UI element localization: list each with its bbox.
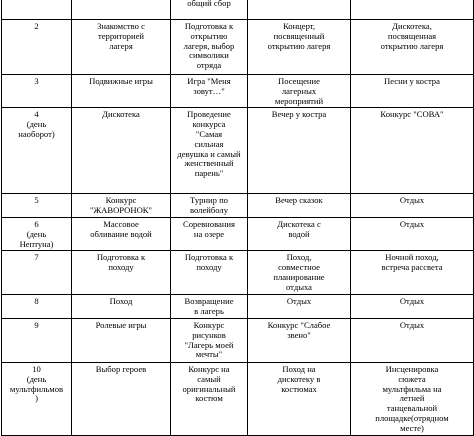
- table-cell: [248, 75, 351, 108]
- cell-text: 4 (день наоборот): [18, 109, 55, 139]
- cell-text: 5: [34, 195, 39, 206]
- cell-text: Ночной поход, встреча рассвета: [381, 252, 443, 273]
- cell-text: Отдых: [286, 296, 312, 307]
- cell-text: Отдых: [399, 218, 425, 229]
- table-cell: [72, 362, 171, 435]
- table-cell: [171, 194, 248, 218]
- table-cell: [2, 75, 72, 108]
- cell-text: Вечер сказок: [275, 195, 323, 206]
- cell-text: 8: [34, 296, 39, 307]
- table-cell: [351, 295, 474, 319]
- table-cell: [72, 194, 171, 218]
- table-cell: [248, 194, 351, 218]
- table-cell: [2, 251, 72, 295]
- cell-text: Массовое обливание водой: [90, 218, 152, 239]
- cell-text: Игра "Меня зовут…": [187, 76, 231, 96]
- table-cell: [72, 75, 171, 108]
- table-row: [2, 194, 474, 218]
- table-cell: [351, 217, 474, 250]
- table-cell: [171, 251, 248, 295]
- table-cell: [351, 194, 474, 218]
- table-cell: [248, 251, 351, 295]
- table-row: [2, 295, 474, 319]
- cell-text: Проведение конкурса "Самая сильная девушка и самый женственный парень": [177, 109, 241, 179]
- table-cell: [351, 20, 474, 75]
- table-row: [2, 362, 474, 435]
- table-cell: [2, 20, 72, 75]
- schedule-table: [1, 0, 474, 436]
- table-cell: [351, 318, 474, 362]
- table-row: [2, 318, 474, 362]
- table-row: [2, 251, 474, 295]
- table-cell: [72, 295, 171, 319]
- cell-text: Конкурс "Слабое звено": [267, 319, 331, 340]
- cell-text: 9: [34, 319, 39, 330]
- cell-text: Возвращение в лагерь: [184, 296, 234, 317]
- table-row: [2, 20, 474, 75]
- cell-text: 2: [34, 21, 39, 31]
- cell-text: Поход на дискотеку в костюмах: [277, 363, 321, 394]
- table-cell: [171, 295, 248, 319]
- table-cell: [351, 362, 474, 435]
- cell-text: Дискотека: [102, 109, 140, 120]
- table-cell: [351, 0, 474, 20]
- table-cell: [171, 75, 248, 108]
- table-cell: [72, 318, 171, 362]
- table-cell: [351, 75, 474, 108]
- table-cell: [2, 0, 72, 20]
- cell-text: Дискотека, посвященная открытию лагеря: [380, 21, 444, 51]
- cell-text: Поход: [109, 296, 133, 307]
- table-cell: [351, 108, 474, 194]
- cell-text: 6 (день Нептуна): [19, 218, 54, 249]
- cell-text: Отдых: [399, 296, 425, 307]
- table-cell: [72, 251, 171, 295]
- cell-text: Поход, совместное планирование отдыха: [273, 252, 325, 292]
- table-cell: [72, 0, 171, 20]
- cell-text: Концерт, посвященный открытию лагеря: [267, 21, 331, 51]
- cell-text: Отдых: [399, 195, 425, 206]
- table-cell: [248, 362, 351, 435]
- table-cell: [248, 295, 351, 319]
- table-cell: [2, 108, 72, 194]
- schedule-body: [2, 0, 474, 435]
- table-cell: [171, 318, 248, 362]
- table-cell: [72, 108, 171, 194]
- cell-text: Инсценировка сюжета мультфильма на летней танцевальной площадке(отрядном месте): [375, 363, 449, 433]
- table-cell: [2, 362, 72, 435]
- table-row: [2, 217, 474, 250]
- table-cell: [171, 362, 248, 435]
- cell-text: 10 (день мультфильмов ): [9, 363, 64, 404]
- table-row: [2, 75, 474, 108]
- cell-text: Конкурс на самый оригинальный костюм: [182, 363, 236, 404]
- table-cell: [72, 20, 171, 75]
- cell-text: Конкурс "СОВА": [380, 109, 444, 120]
- cell-text: Дискотека с водой: [277, 218, 321, 239]
- table-row: [2, 0, 474, 20]
- table-cell: [248, 0, 351, 20]
- cell-text: Подготовка к походу: [184, 252, 234, 273]
- cell-text: Выбор героев: [95, 363, 147, 374]
- cell-text: Ролевые игры: [95, 319, 147, 330]
- table-cell: [171, 0, 248, 20]
- cell-text: Конкурс "ЖАВОРОНОК": [89, 195, 153, 216]
- cell-text: Турнир по волейболу: [189, 195, 229, 216]
- table-cell: [2, 194, 72, 218]
- cell-text: Отдых: [399, 319, 425, 330]
- table-cell: [171, 217, 248, 250]
- cell-text: Подготовка к походу: [96, 252, 146, 273]
- table-cell: [248, 318, 351, 362]
- table-cell: [72, 217, 171, 250]
- cell-text: Конкурс рисунков "Лагерь моей мечты": [184, 319, 234, 360]
- table-cell: [248, 217, 351, 250]
- cell-text: Соревнования на озере: [182, 218, 235, 239]
- table-cell: [2, 217, 72, 250]
- cell-text: Вечер у костра: [271, 109, 327, 120]
- table-row: [2, 108, 474, 194]
- table-cell: [2, 318, 72, 362]
- table-cell: [171, 20, 248, 75]
- table-cell: [351, 251, 474, 295]
- cell-text: Песни у костра: [384, 76, 440, 86]
- cell-text: Знакомство с территорией лагеря: [97, 21, 145, 51]
- table-cell: [248, 108, 351, 194]
- cell-text: Подвижные игры: [89, 76, 153, 86]
- cell-text: 3: [34, 76, 39, 86]
- table-cell: [248, 20, 351, 75]
- cell-text: общий сбор: [187, 0, 231, 8]
- cell-text: 7: [34, 252, 39, 263]
- table-cell: [2, 295, 72, 319]
- cell-text: Посещение лагерных мероприятий: [274, 76, 324, 106]
- cell-text: Подготовка к открытию лагеря, выбор символики отряда: [183, 21, 235, 71]
- table-cell: [171, 108, 248, 194]
